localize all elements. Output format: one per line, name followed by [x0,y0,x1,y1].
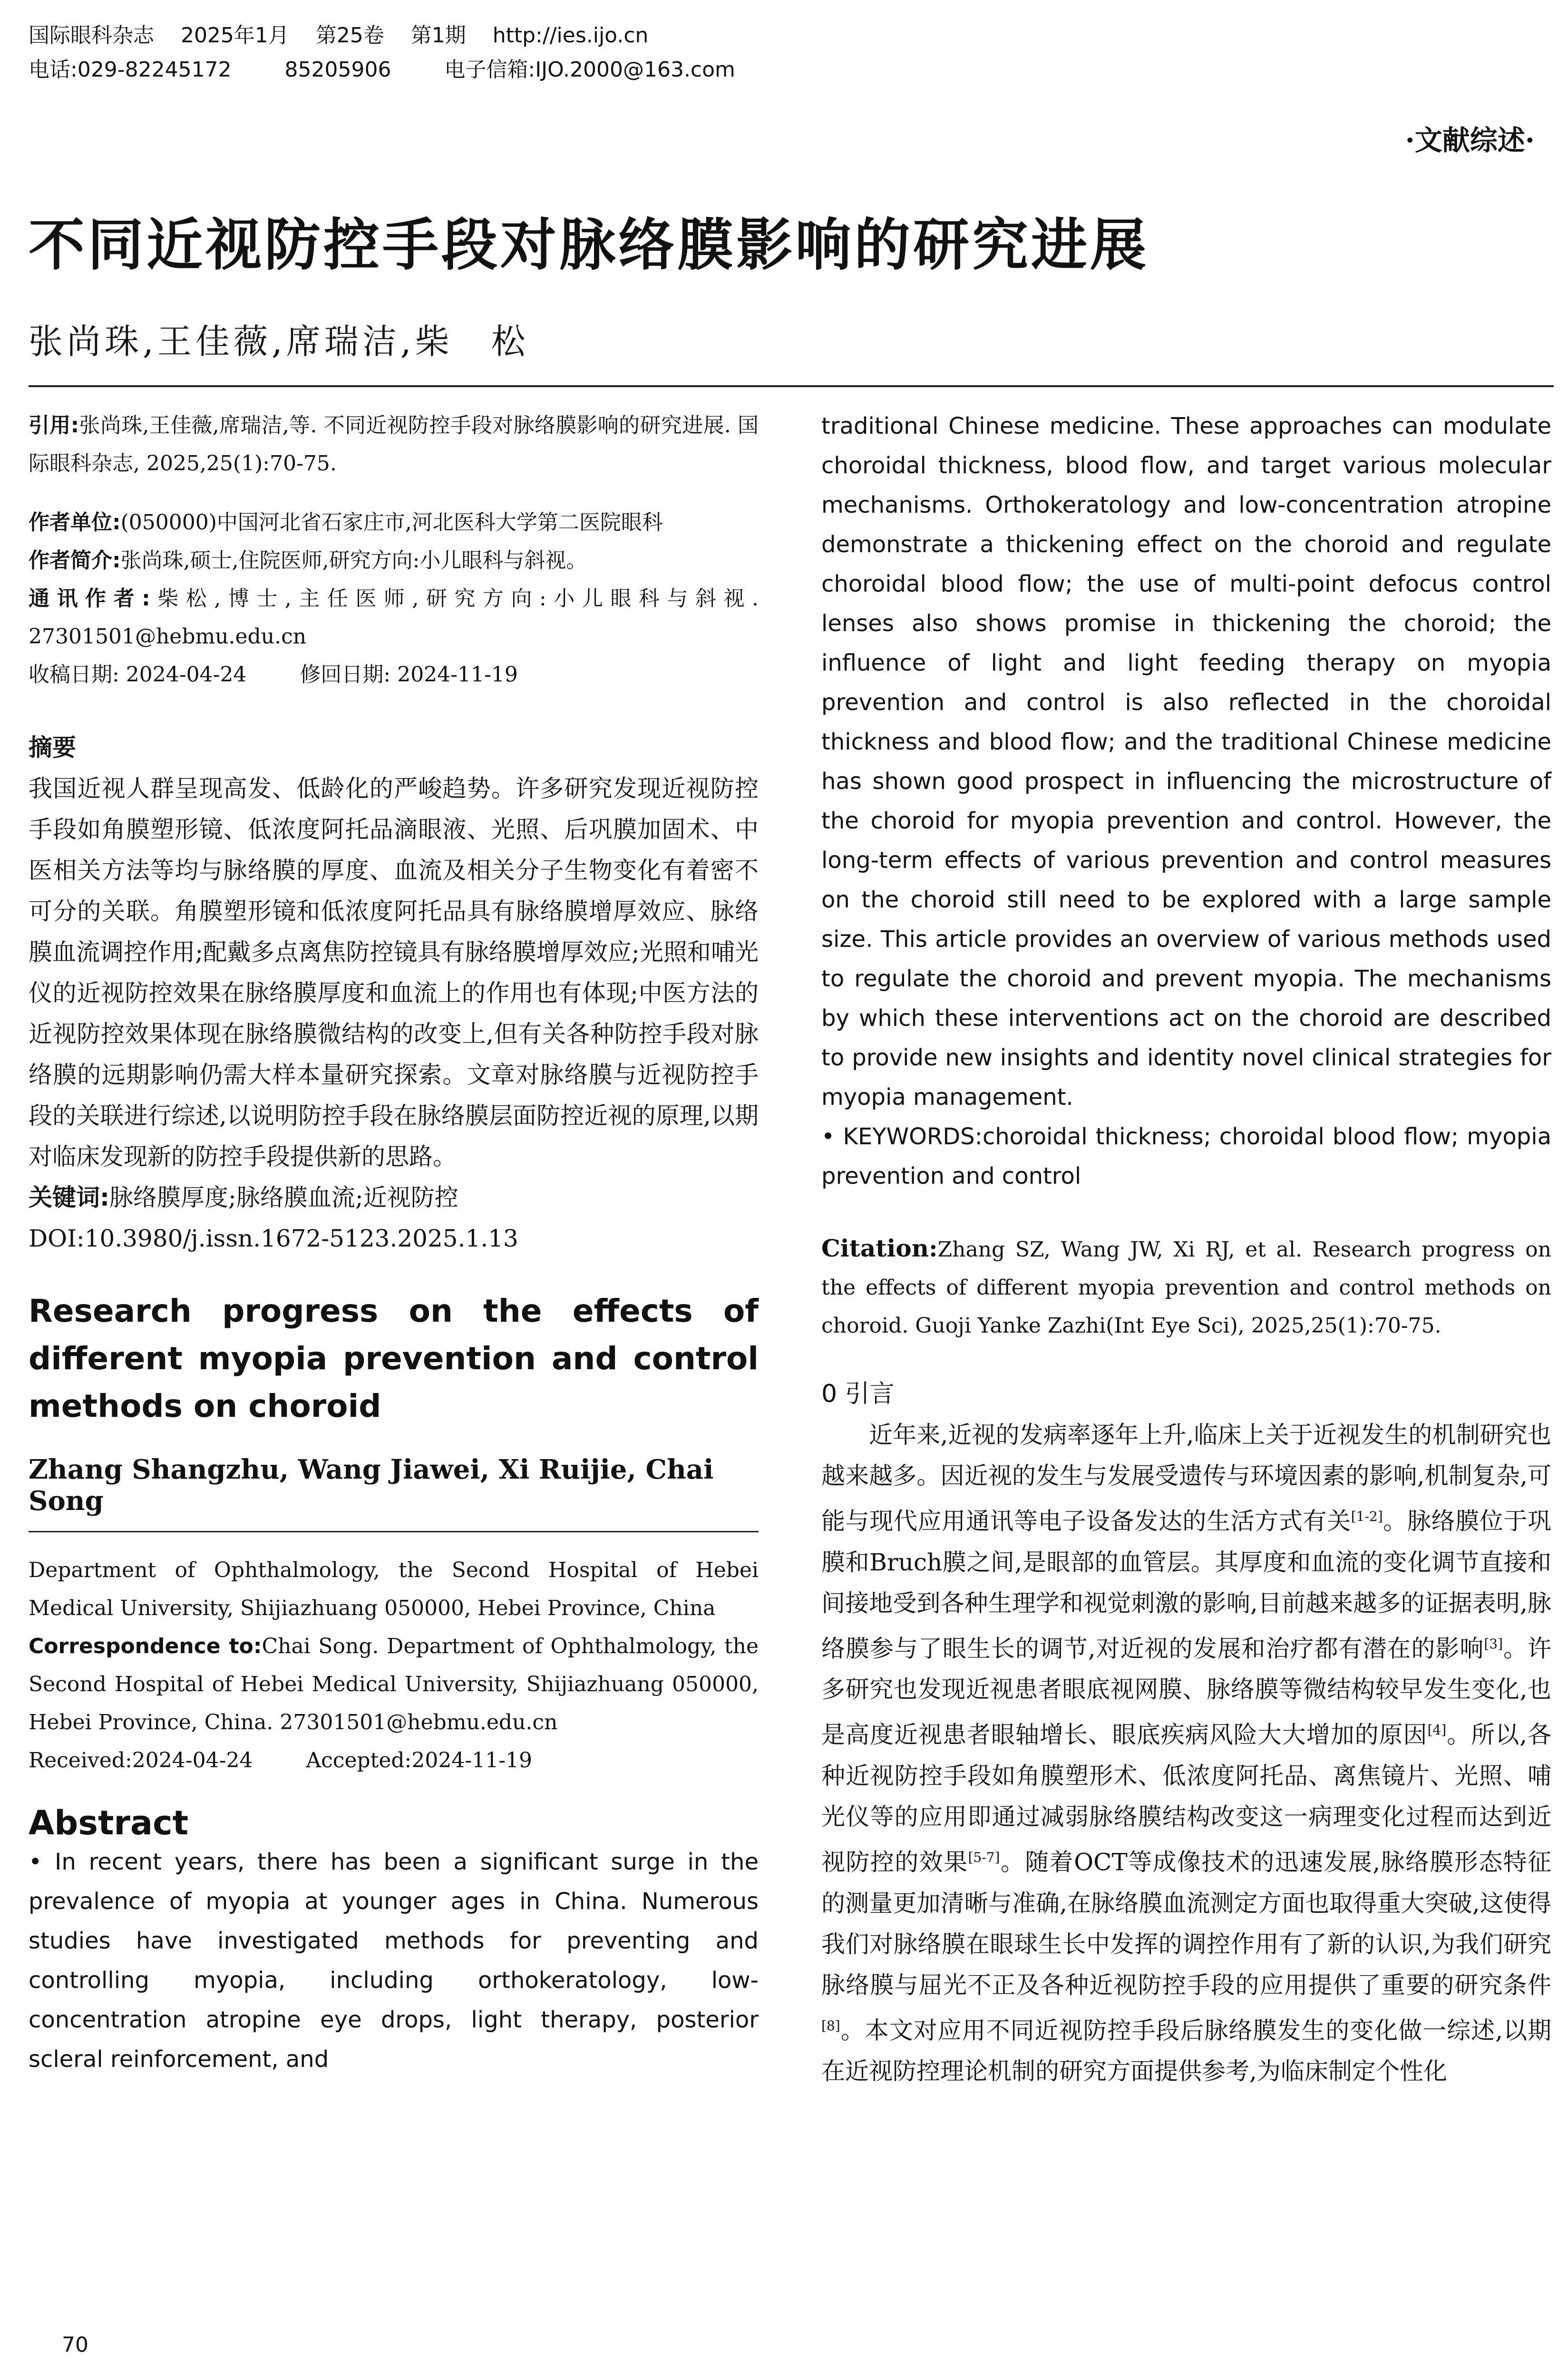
keywords-cn-label: 关键词: [29,1184,109,1211]
english-abstract-heading: Abstract [29,1803,189,1842]
introduction-heading: 0 引言 [821,1380,895,1408]
right-column [821,407,1551,2092]
intro-text-6: 。本文对应用不同近视防控手段后脉络膜发生的变化做一综述,以期在近视防控理论机制的研究方面提供参考,为临床制定个性化 [821,2017,1551,2085]
english-correspondence [29,1627,759,1742]
english-correspondence-label: Correspondence to: [29,1634,262,1658]
intro-text-4: 。所以,各种近视防控手段如角膜塑形术、低浓度阿托品、离焦镜片、光照、哺光仪等的应用即通过减弱脉络膜结构改变这一病理变化过程而达到近视防控的效果 [821,1721,1552,1876]
english-abstract-start: • In recent years, there has been a significant surge in the prevalence of myopia at younger ages in China. Numerous studies have investigated methods for preventing and controlling myopia, including orthokeratology, low-concentration atropine eye drops, light therapy, posterior scleral reinforcement, and [29,1849,759,2073]
english-keywords: • KEYWORDS:choroidal thickness; choroidal blood flow; myopia prevention and control [821,1123,1551,1189]
reference-1-2: [1-2] [1351,1509,1383,1524]
header-divider [29,385,1554,387]
citation-cn-label: 引用: [29,413,79,438]
reference-5-7: [5-7] [968,1849,1000,1865]
reference-4: [4] [1427,1722,1447,1738]
corresponding-author-label: 通讯作者: [29,586,150,611]
english-correspondence-text: Chai Song. Department of Ophthalmology, the Second Hospital of Hebei Medical University, Shijiazhuang 050000, Hebei Province, China. 27301501@hebmu.edu.cn [29,1634,759,1734]
received-dates-cn: 收稿日期: 2024-04-24 修回日期: 2024-11-19 [29,662,518,687]
intro-text-1: 近年来,近视的发病率逐年上升,临床上关于近视发生的机制研究也越来越多。因近视的发生与发展受遗传与环境因素的影响,机制复杂,可能与现代应用通讯等电子设备发达的生活方式有关 [821,1421,1551,1535]
abstract-cn-text: 我国近视人群呈现高发、低龄化的严峻趋势。许多研究发现近视防控手段如角膜塑形镜、低浓度阿托品滴眼液、光照、后巩膜加固术、中医相关方法等均与脉络膜的厚度、血流及相关分子生物变化有着密不可分的关联。角膜塑形镜和低浓度阿托品具有脉络膜增厚效应、脉络膜血流调控作用;配戴多点离焦防控镜具有脉络膜增厚效应;光照和哺光仪的近视防控效果在脉络膜厚度和血流上的作用也有体现;中医方法的近视防控效果体现在脉络膜微结构的改变上,但有关各种防控手段对脉络膜的远期影响仍需大样本量研究探索。文章对脉络膜与近视防控手段的关联进行综述,以说明防控手段在脉络膜层面防控近视的原理,以期对临床发现新的防控手段提供新的思路。 [29,775,759,1170]
author-list: 张尚珠,王佳薇,席瑞洁,柴 松 [29,321,529,361]
page-number: 70 [62,2333,88,2357]
affiliation-cn-text: (050000)中国河北省石家庄市,河北医科大学第二医院眼科 [120,510,663,535]
journal-header-line2: 电话:029-82245172 85205906 电子信箱:IJO.2000@163.com [29,58,735,82]
intro-text-2: 。脉络膜位于巩膜和Bruch膜之间,是眼部的血管层。其厚度和血流的变化调节直接和间接地受到各种生理学和视觉刺激的影响,目前越来越多的证据表明,脉络膜参与了眼生长的调节,对近视的发展和治疗都有潜在的影响 [821,1507,1552,1663]
english-abstract-continued: traditional Chinese medicine. These approaches can modulate choroidal thickness, blood flow, and target various molecular mechanisms. Orthokeratology and low-concentration atropine demonstrate a thickening effect on the choroid and regulate choroidal blood flow; the use of multi-point defocus control lenses also shows promise in thickening the choroid; the influence of light and light feeding therapy on myopia prevention and control is also reflected in the choroidal thickness and blood flow; and the traditional Chinese medicine has shown good prospect in influencing the microstructure of the choroid for myopia prevention and control. However, the long-term effects of various prevention and control measures on the choroid still need to be explored with a large sample size. This article provides an overview of various methods used to regulate the choroid and prevent myopia. The mechanisms by which these interventions act on the choroid are described to provide new insights and identity novel clinical strategies for myopia management. [821,413,1551,1111]
english-citation [821,1229,1551,1345]
reference-8: [8] [821,2017,840,2034]
keywords-cn-text: 脉络膜厚度;脉络膜血流;近视防控 [109,1184,458,1211]
reference-3: [3] [1484,1636,1503,1652]
intro-text-5: 。随着OCT等成像技术的迅速发展,脉络膜形态特征的测量更加清晰与准确,在脉络膜血流测定方面也取得重大突破,这使得我们对脉络膜在眼球生长中发挥的调控作用有了新的认识,为我们研究脉络膜与屈光不正及各种近视防控手段的应用提供了重要的研究条件 [821,1848,1551,1999]
abstract-cn-heading: 摘要 [29,734,76,761]
citation-cn [29,407,759,483]
author-bio-label: 作者简介: [29,548,121,573]
section-label: ·文献综述· [1405,124,1535,156]
introduction-paragraph [821,1414,1551,2092]
citation-cn-text: 张尚珠,王佳薇,席瑞洁,等. 不同近视防控手段对脉络膜影响的研究进展. 国际眼科杂志, 2025,25(1):70-75. [29,413,759,476]
author-bio-text: 张尚珠,硕士,住院医师,研究方向:小儿眼科与斜视。 [120,548,587,573]
doi: DOI:10.3980/j.issn.1672-5123.2025.1.13 [29,1225,518,1252]
left-column [29,407,759,2079]
english-affiliation: Department of Ophthalmology, the Second Hospital of Hebei Medical University, Shijiazhuang 050000, Hebei Province, China [29,1558,759,1620]
corresponding-author [29,580,759,656]
intro-text-3: 。许多研究也发现近视患者眼底视网膜、脉络膜等微结构较早发生变化,也是高度近视患者眼轴增长、眼底疾病风险大大增加的原因 [821,1635,1551,1749]
english-citation-text: Zhang SZ, Wang JW, Xi RJ, et al. Research progress on the effects of different myopia prevention and control methods on choroid. Guoji Yanke Zazhi(Int Eye Sci), 2025,25(1):70-75. [821,1237,1551,1338]
journal-header-line1: 国际眼科杂志 2025年1月 第25卷 第1期 http://ies.ijo.cn [29,23,649,48]
page-title: 不同近视防控手段对脉络膜影响的研究进展 [29,212,1149,278]
author-bio [29,542,759,580]
corresponding-author-text: 柴松,博士,主任医师,研究方向:小儿眼科与斜视. 27301501@hebmu.edu.cn [29,586,759,649]
english-authors-divider [29,1531,759,1532]
english-citation-label: Citation: [821,1234,938,1262]
english-title: Research progress on the effects of different myopia prevention and control methods on choroid [29,1293,759,1424]
affiliation-cn [29,504,759,542]
keywords-cn [29,1177,759,1218]
english-dates: Received:2024-04-24 Accepted:2024-11-19 [29,1748,533,1773]
affiliation-cn-label: 作者单位: [29,510,121,535]
english-authors: Zhang Shangzhu, Wang Jiawei, Xi Ruijie, Chai Song [29,1454,714,1517]
